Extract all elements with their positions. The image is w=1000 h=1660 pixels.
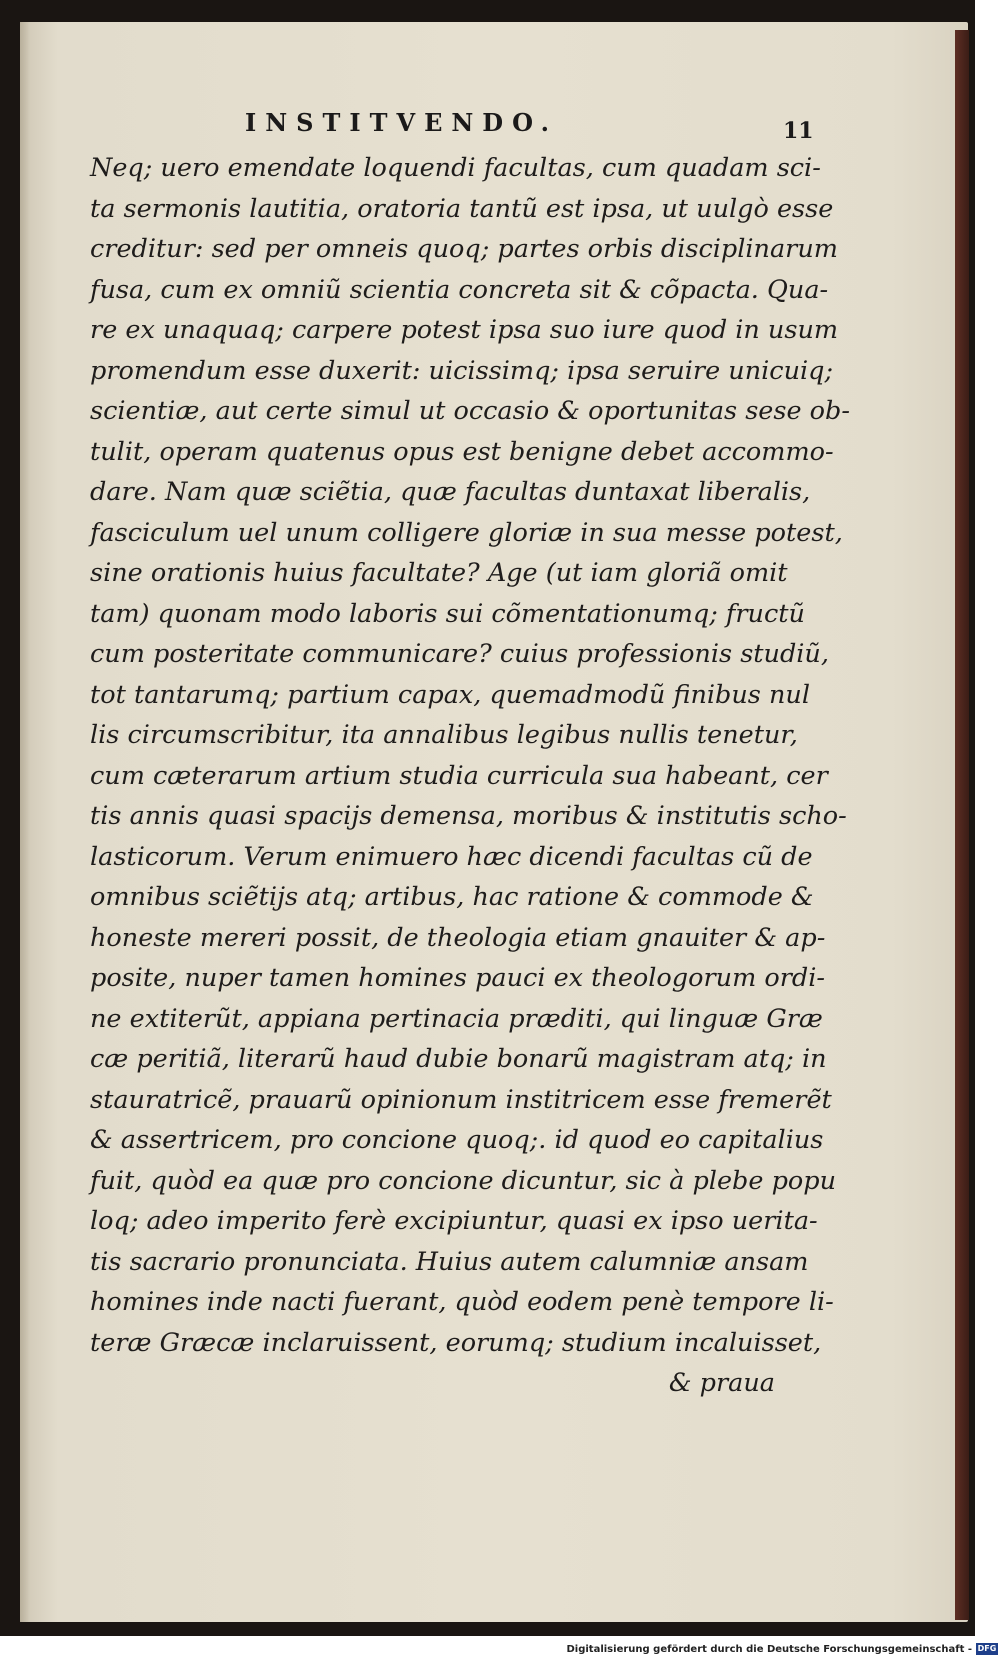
text-line: tam) quonam modo laboris sui cõmentationumq; fructũ [90, 598, 805, 629]
text-line: scientiæ, aut certe simul ut occasio & oportunitas sese ob- [90, 396, 850, 426]
text-line: teræ Græcæ inclaruissent, eorumq; studium incaluisset, [90, 1327, 822, 1358]
text-line: cum cæterarum artium studia curricula sua habeant, cer [90, 760, 828, 791]
text-line: loq; adeo imperito ferè excipiuntur, quasi ex ipso uerita- [90, 1206, 818, 1236]
dfg-logo: DFG [977, 1644, 997, 1653]
text-line: & assertricem, pro concione quoq;. id quod eo capitalius [90, 1125, 824, 1155]
text-line: tis sacrario pronunciata. Huius autem calumniæ ansam [90, 1246, 809, 1277]
catchword: & praua [668, 1368, 775, 1398]
text-line: lasticorum. Verum enimuero hæc dicendi facultas cũ de [90, 841, 813, 872]
text-line: fusa, cum ex omniũ scientia concreta sit & cõpacta. Qua- [90, 274, 829, 305]
text-line: omnibus sciẽtijs atq; artibus, hac ratione & commode & [90, 882, 814, 912]
text-line: cum posteritate communicare? cuius professionis studiũ, [90, 639, 829, 669]
text-line: honeste mereri possit, de theologia etiam gnauiter & ap- [90, 922, 826, 953]
text-line: tulit, operam quatenus opus est benigne debet accommo- [90, 436, 834, 467]
text-line: homines inde nacti fuerant, quòd eodem penè tempore li- [90, 1287, 834, 1317]
text-line: dare. Nam quæ sciẽtia, quæ facultas duntaxat liberalis, [90, 477, 811, 507]
text-line: fasciculum uel unum colligere gloriæ in sua messe potest, [90, 517, 843, 548]
page-gutter-shadow [20, 22, 30, 1622]
text-line: promendum esse duxerit: uicissimq; ipsa seruire unicuiq; [90, 355, 834, 386]
text-line: fuit, quòd ea quæ pro concione dicuntur, sic à plebe popu [90, 1165, 836, 1196]
text-line: re ex unaquaq; carpere potest ipsa suo iure quod in usum [90, 315, 839, 345]
text-line: stauratricẽ, prauarũ opinionum institricem esse fremerẽt [90, 1084, 832, 1115]
text-line: ta sermonis lautitia, oratoria tantũ est ipsa, ut uulgò esse [90, 193, 834, 224]
text-line: tot tantarumq; partium capax, quemadmodũ finibus nul [90, 679, 810, 710]
text-line: sine orationis huius facultate? Age (ut iam gloriã omit [90, 558, 788, 588]
digitization-credit: Digitalisierung gefördert durch die Deutsche Forschungsgemeinschaft - [566, 1644, 972, 1655]
text-line: cæ peritiã, literarũ haud dubie bonarũ magistram atq; in [90, 1044, 827, 1074]
text-line: posite, nuper tamen homines pauci ex theologorum ordi- [90, 963, 825, 993]
text-line: creditur: sed per omneis quoq; partes orbis disciplinarum [90, 234, 838, 264]
running-head: INSTITVENDO. [245, 108, 558, 137]
text-line: lis circumscribitur, ita annalibus legibus nullis tenetur, [90, 720, 798, 750]
binding-edge [955, 30, 969, 1620]
text-line: Neq; uero emendate loquendi facultas, cum quadam sci- [90, 153, 821, 183]
text-line: tis annis quasi spacijs demensa, moribus & institutis scho- [90, 801, 847, 831]
body-text [90, 148, 850, 1404]
text-line: ne extiterũt, appiana pertinacia præditi, qui linguæ Græ [90, 1003, 823, 1034]
folio-number: 11 [783, 118, 814, 144]
